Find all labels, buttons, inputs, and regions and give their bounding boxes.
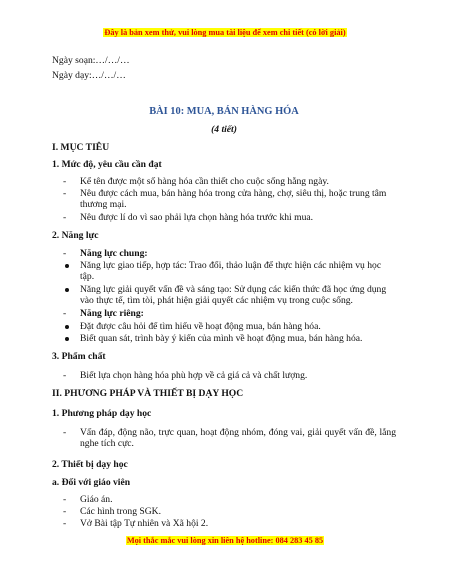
bullet-icon	[65, 288, 69, 292]
list-item: - Biết lựa chọn hàng hóa phù hợp về cả giá cả và chất lượng.	[63, 370, 308, 381]
list-item: - Giáo án.	[63, 494, 113, 505]
list-item: - Kể tên được một số hàng hóa cần thiết cho cuộc sống hằng ngày.	[63, 176, 329, 187]
bullet-item: Đặt được câu hỏi để tìm hiểu về hoạt động mua, bán hàng hóa.	[52, 321, 396, 332]
list-item: - Các hình trong SGK.	[63, 506, 162, 517]
subheading-yeu-cau: 1. Mức độ, yêu cầu cần đạt	[52, 159, 162, 170]
hotline-banner-text: Mọi thắc mắc vui lòng xin liên hệ hotline: 084 283 45 85	[126, 536, 324, 545]
lesson-duration: (4 tiết)	[211, 124, 237, 135]
bullet-item: Biết quan sát, trình bày ý kiến của mình về hoạt động mua, bán hàng hóa.	[52, 333, 396, 344]
list-item: - Nêu được cách mua, bán hàng hóa trong cửa hàng, chợ, siêu thị, hoặc trung tâm thương mại.	[63, 188, 387, 211]
bullet-icon	[65, 337, 69, 341]
ngay-day: Ngày dạy:…/…/…	[52, 70, 126, 81]
preview-banner	[0, 28, 450, 38]
subheading-pham-chat: 3. Phẩm chất	[52, 351, 106, 362]
lesson-title: BÀI 10: MUA, BÁN HÀNG HÓA	[149, 106, 299, 117]
list-item: - Năng lực riêng:	[63, 308, 144, 319]
hotline-banner	[0, 536, 450, 546]
section-heading-phuong-phap: II. PHƯƠNG PHÁP VÀ THIẾT BỊ DẠY HỌC	[52, 388, 244, 399]
subheading-thiet-bi: 2. Thiết bị dạy học	[52, 459, 128, 470]
subheading-phuong-phap-day-hoc: 1. Phương pháp dạy học	[52, 408, 152, 419]
section-heading-muc-tieu: I. MỤC TIÊU	[52, 142, 110, 153]
subheading-nang-luc: 2. Năng lực	[52, 230, 99, 241]
list-item: - Nêu được lí do vì sao phải lựa chọn hàng hóa trước khi mua.	[63, 212, 314, 223]
bullet-item: Năng lực giải quyết vấn đề và sáng tạo: Sử dụng các kiến thức đã học ứng dụng vào thực tế, tìm tòi, phát hiện giải quyết các nhiệm vụ trong cuộc sống.	[52, 284, 396, 306]
list-item: - Năng lực chung:	[63, 248, 148, 259]
ngay-soan: Ngày soạn:…/…/…	[52, 55, 130, 66]
list-item: - Vấn đáp, động não, trực quan, hoạt động nhóm, đóng vai, giải quyết vấn đề, lắng nghe tích cực.	[63, 427, 396, 450]
bullet-icon	[65, 325, 69, 329]
bullet-icon	[65, 264, 69, 268]
bullet-item: Năng lực giao tiếp, hợp tác: Trao đổi, thảo luận để thực hiện các nhiệm vụ học tập.	[52, 260, 396, 282]
preview-banner-text: Đây là bản xem thử, vui lòng mua tài liệu để xem chi tiết (có lời giải)	[104, 28, 346, 37]
list-item: - Vở Bài tập Tự nhiên và Xã hội 2.	[63, 518, 209, 529]
subheading-giao-vien: a. Đối với giáo viên	[52, 477, 131, 488]
